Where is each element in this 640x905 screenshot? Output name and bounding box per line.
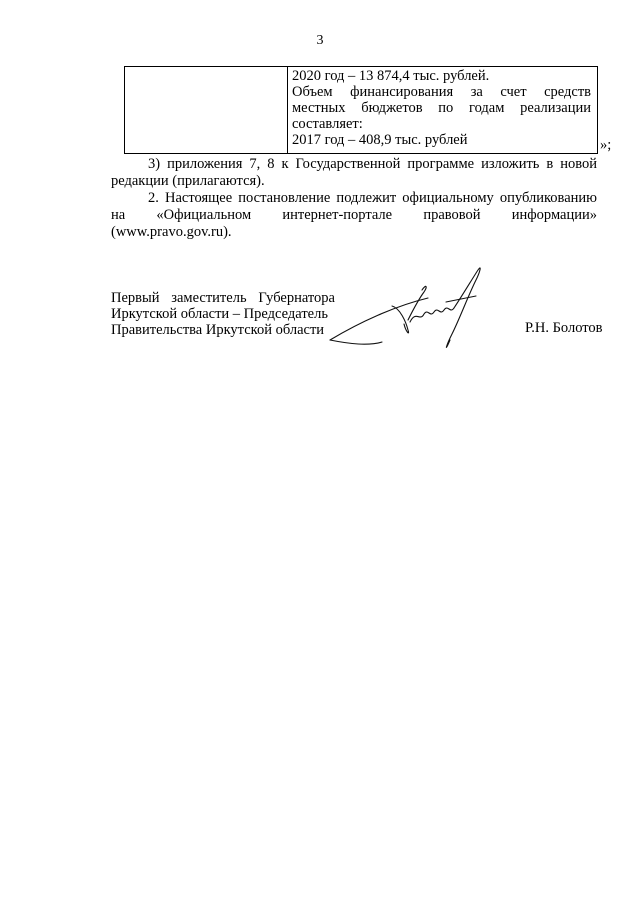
table-line-local-budgets: местных бюджетов по годам реализации [292, 100, 591, 116]
table-line-financing: Объем финансирования за счет средств [292, 84, 591, 100]
paragraph-line: редакции (прилагаются). [111, 173, 265, 189]
handwritten-signature [300, 262, 500, 362]
signatory-title-line-3: Правительства Иркутской области [111, 322, 325, 338]
table-line-amounts: составляет: [292, 116, 363, 132]
funding-table [124, 66, 598, 154]
signatory-title-word: Первый [111, 290, 160, 306]
table-line-2020: 2020 год – 13 874,4 тыс. рублей. [292, 68, 490, 84]
paragraph-item-3 [111, 156, 597, 190]
page-number: 3 [316, 33, 324, 48]
signatory-title-word: заместитель [171, 290, 247, 306]
paragraph-line: 2. Настоящее постановление подлежит официальному опубликованию [148, 190, 597, 206]
table-empty-cell [125, 67, 288, 153]
table-line-2017: 2017 год – 408,9 тыс. рублей [292, 132, 468, 148]
signatory-title-word: Губернатора [258, 290, 335, 306]
paragraph-item-2 [111, 190, 597, 241]
signatory-name: Р.Н. Болотов [525, 320, 603, 336]
paragraph-line: 3) приложения 7, 8 к Государственной программе изложить в новой [148, 156, 597, 172]
table-content-cell [288, 67, 597, 153]
closing-quote: »; [600, 137, 612, 153]
paragraph-line: (www.pravo.gov.ru). [111, 224, 232, 240]
signatory-title-line-2: Иркутской области – Председатель [111, 306, 328, 322]
paragraph-line: на «Официальном интернет-портале правовой информации» [111, 207, 597, 223]
